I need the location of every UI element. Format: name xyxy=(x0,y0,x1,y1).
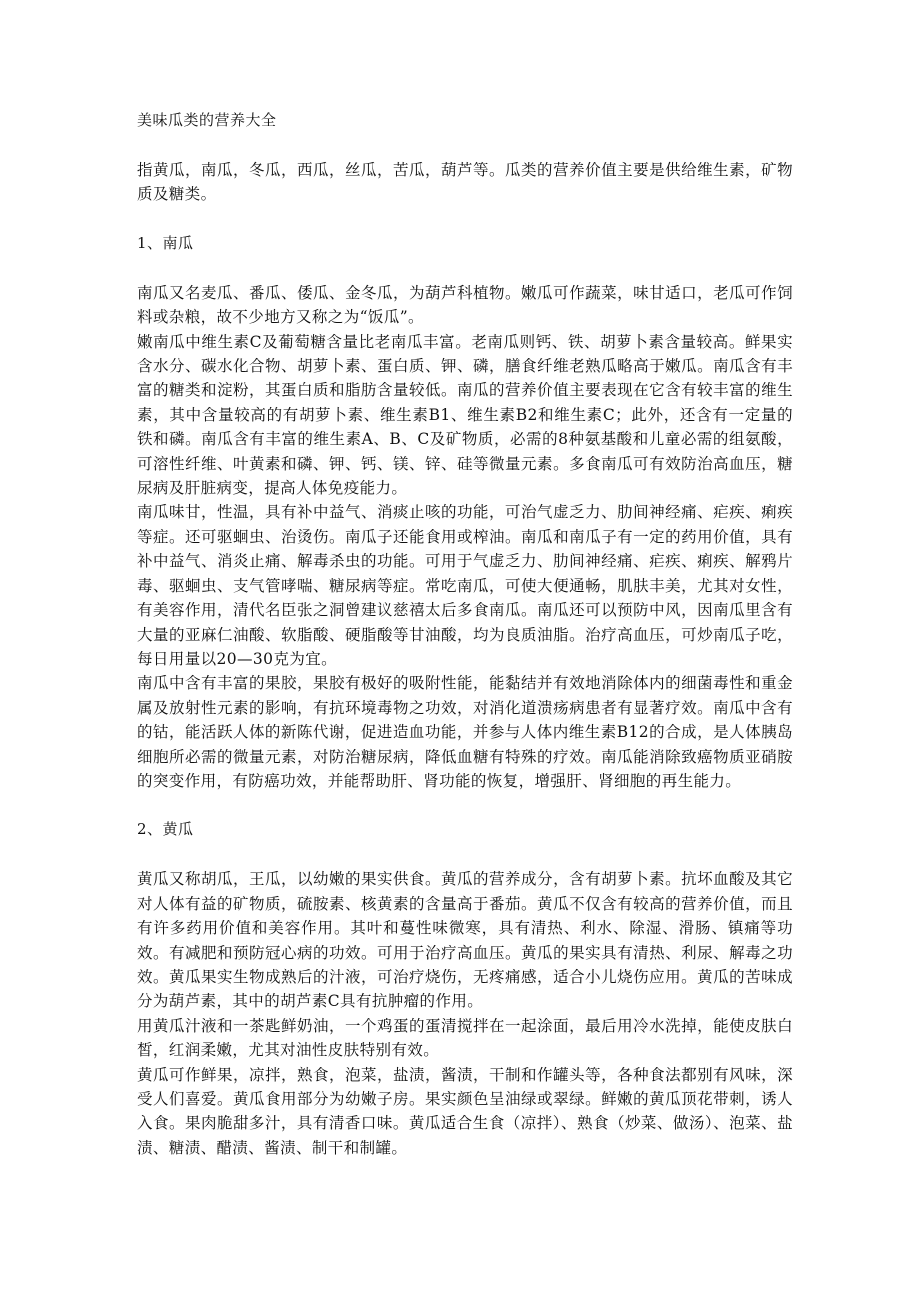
section-heading-cucumber: 2、黄瓜 xyxy=(137,820,194,839)
cucumber-paragraph-3: 黄瓜可作鲜果，凉拌，熟食，泡菜，盐渍，酱渍，干制和作罐头等，各种食法都别有风味，深受人们喜爱。黄瓜食用部分为幼嫩子房。果实颜色呈油绿或翠绿。鲜嫩的黄瓜顶花带刺，诱人入食。果肉脆甜多汁，具有清香口味。黄瓜适合生食（凉拌）、熟食（炒菜、做汤）、泡菜、盐渍、糖渍、醋渍、酱渍、制干和制罐。 xyxy=(137,1065,793,1157)
document-body xyxy=(137,108,793,1160)
pumpkin-paragraph-4: 南瓜中含有丰富的果胶，果胶有极好的吸附性能，能黏结并有效地消除体内的细菌毒性和重金属及放射性元素的影响，有抗环境毒物之功效，对消化道溃疡病患者有显著疗效。南瓜中含有的钴，能活跃人体的新陈代谢，促进造血功能，并参与人体内维生素B12的合成，是人体胰岛细胞所必需的微量元素，对防治糖尿病，降低血糖有特殊的疗效。南瓜能消除致癌物质亚硝胺的突变作用，有防癌功效，并能帮助肝、肾功能的恢复，增强肝、肾细胞的再生能力。 xyxy=(137,674,793,790)
pumpkin-paragraph-1: 南瓜又名麦瓜、番瓜、倭瓜、金冬瓜，为葫芦科植物。嫩瓜可作蔬菜，味甘适口，老瓜可作饲料或杂粮，故不少地方又称之为“饭瓜”。 xyxy=(137,283,793,327)
pumpkin-paragraph-3: 南瓜味甘，性温，具有补中益气、消痰止咳的功能，可治气虚乏力、肋间神经痛、疟疾、痢疾等症。还可驱蛔虫、治烫伤。南瓜子还能食用或榨油。南瓜和南瓜子有一定的药用价值，具有补中益气、消炎止痛、解毒杀虫的功能。可用于气虚乏力、肋间神经痛、疟疾、痢疾、解鸦片毒、驱蛔虫、支气管哮喘、糖尿病等症。常吃南瓜，可使大便通畅，肌肤丰美，尤其对女性，有美容作用，清代名臣张之洞曾建议慈禧太后多食南瓜。南瓜还可以预防中风，因南瓜里含有大量的亚麻仁油酸、软脂酸、硬脂酸等甘油酸，均为良质油脂。治疗高血压，可炒南瓜子吃，每日用量以20—30克为宜。 xyxy=(137,503,793,668)
cucumber-paragraph-1: 黄瓜又称胡瓜，王瓜，以幼嫩的果实供食。黄瓜的营养成分，含有胡萝卜素。抗坏血酸及其它对人体有益的矿物质，硫胺素、核黄素的含量高于番茄。黄瓜不仅含有较高的营养价值，而且有许多药用价值和美容作用。其叶和蔓性味微寒，具有清热、利水、除湿、滑肠、镇痛等功效。有减肥和预防冠心病的功效。可用于治疗高血压。黄瓜的果实具有清热、利尿、解毒之功效。黄瓜果实生物成熟后的汁液，可治疗烧伤，无疼痛感，适合小儿烧伤应用。黄瓜的苦味成分为葫芦素，其中的胡芦素C具有抗肿瘤的作用。 xyxy=(137,870,793,1011)
pumpkin-paragraph-2: 嫩南瓜中维生素C及葡萄糖含量比老南瓜丰富。老南瓜则钙、铁、胡萝卜素含量较高。鲜果实含水分、碳水化合物、胡萝卜素、蛋白质、钾、磷，膳食纤维老熟瓜略高于嫩瓜。南瓜含有丰富的糖类和淀粉，其蛋白质和脂肪含量较低。南瓜的营养价值主要表现在它含有较丰富的维生素，其中含量较高的有胡萝卜素、维生素B1、维生素B2和维生素C；此外，还含有一定量的铁和磷。南瓜含有丰富的维生素A、B、C及矿物质，必需的8种氨基酸和儿童必需的组氨酸，可溶性纤维、叶黄素和磷、钾、钙、镁、锌、硅等微量元素。多食南瓜可有效防治高血压，糖尿病及肝脏病变，提高人体免疫能力。 xyxy=(137,332,793,498)
cucumber-paragraph-2: 用黄瓜汁液和一茶匙鲜奶油，一个鸡蛋的蛋清搅拌在一起涂面，最后用冷水洗掉，能使皮肤白皙，红润柔嫩，尤其对油性皮肤特别有效。 xyxy=(137,1016,793,1060)
intro-paragraph: 指黄瓜，南瓜，冬瓜，西瓜，丝瓜，苦瓜，葫芦等。瓜类的营养价值主要是供给维生素，矿物质及糖类。 xyxy=(137,161,793,204)
section-heading-pumpkin: 1、南瓜 xyxy=(137,233,194,252)
document-title: 美味瓜类的营养大全 xyxy=(137,111,277,129)
